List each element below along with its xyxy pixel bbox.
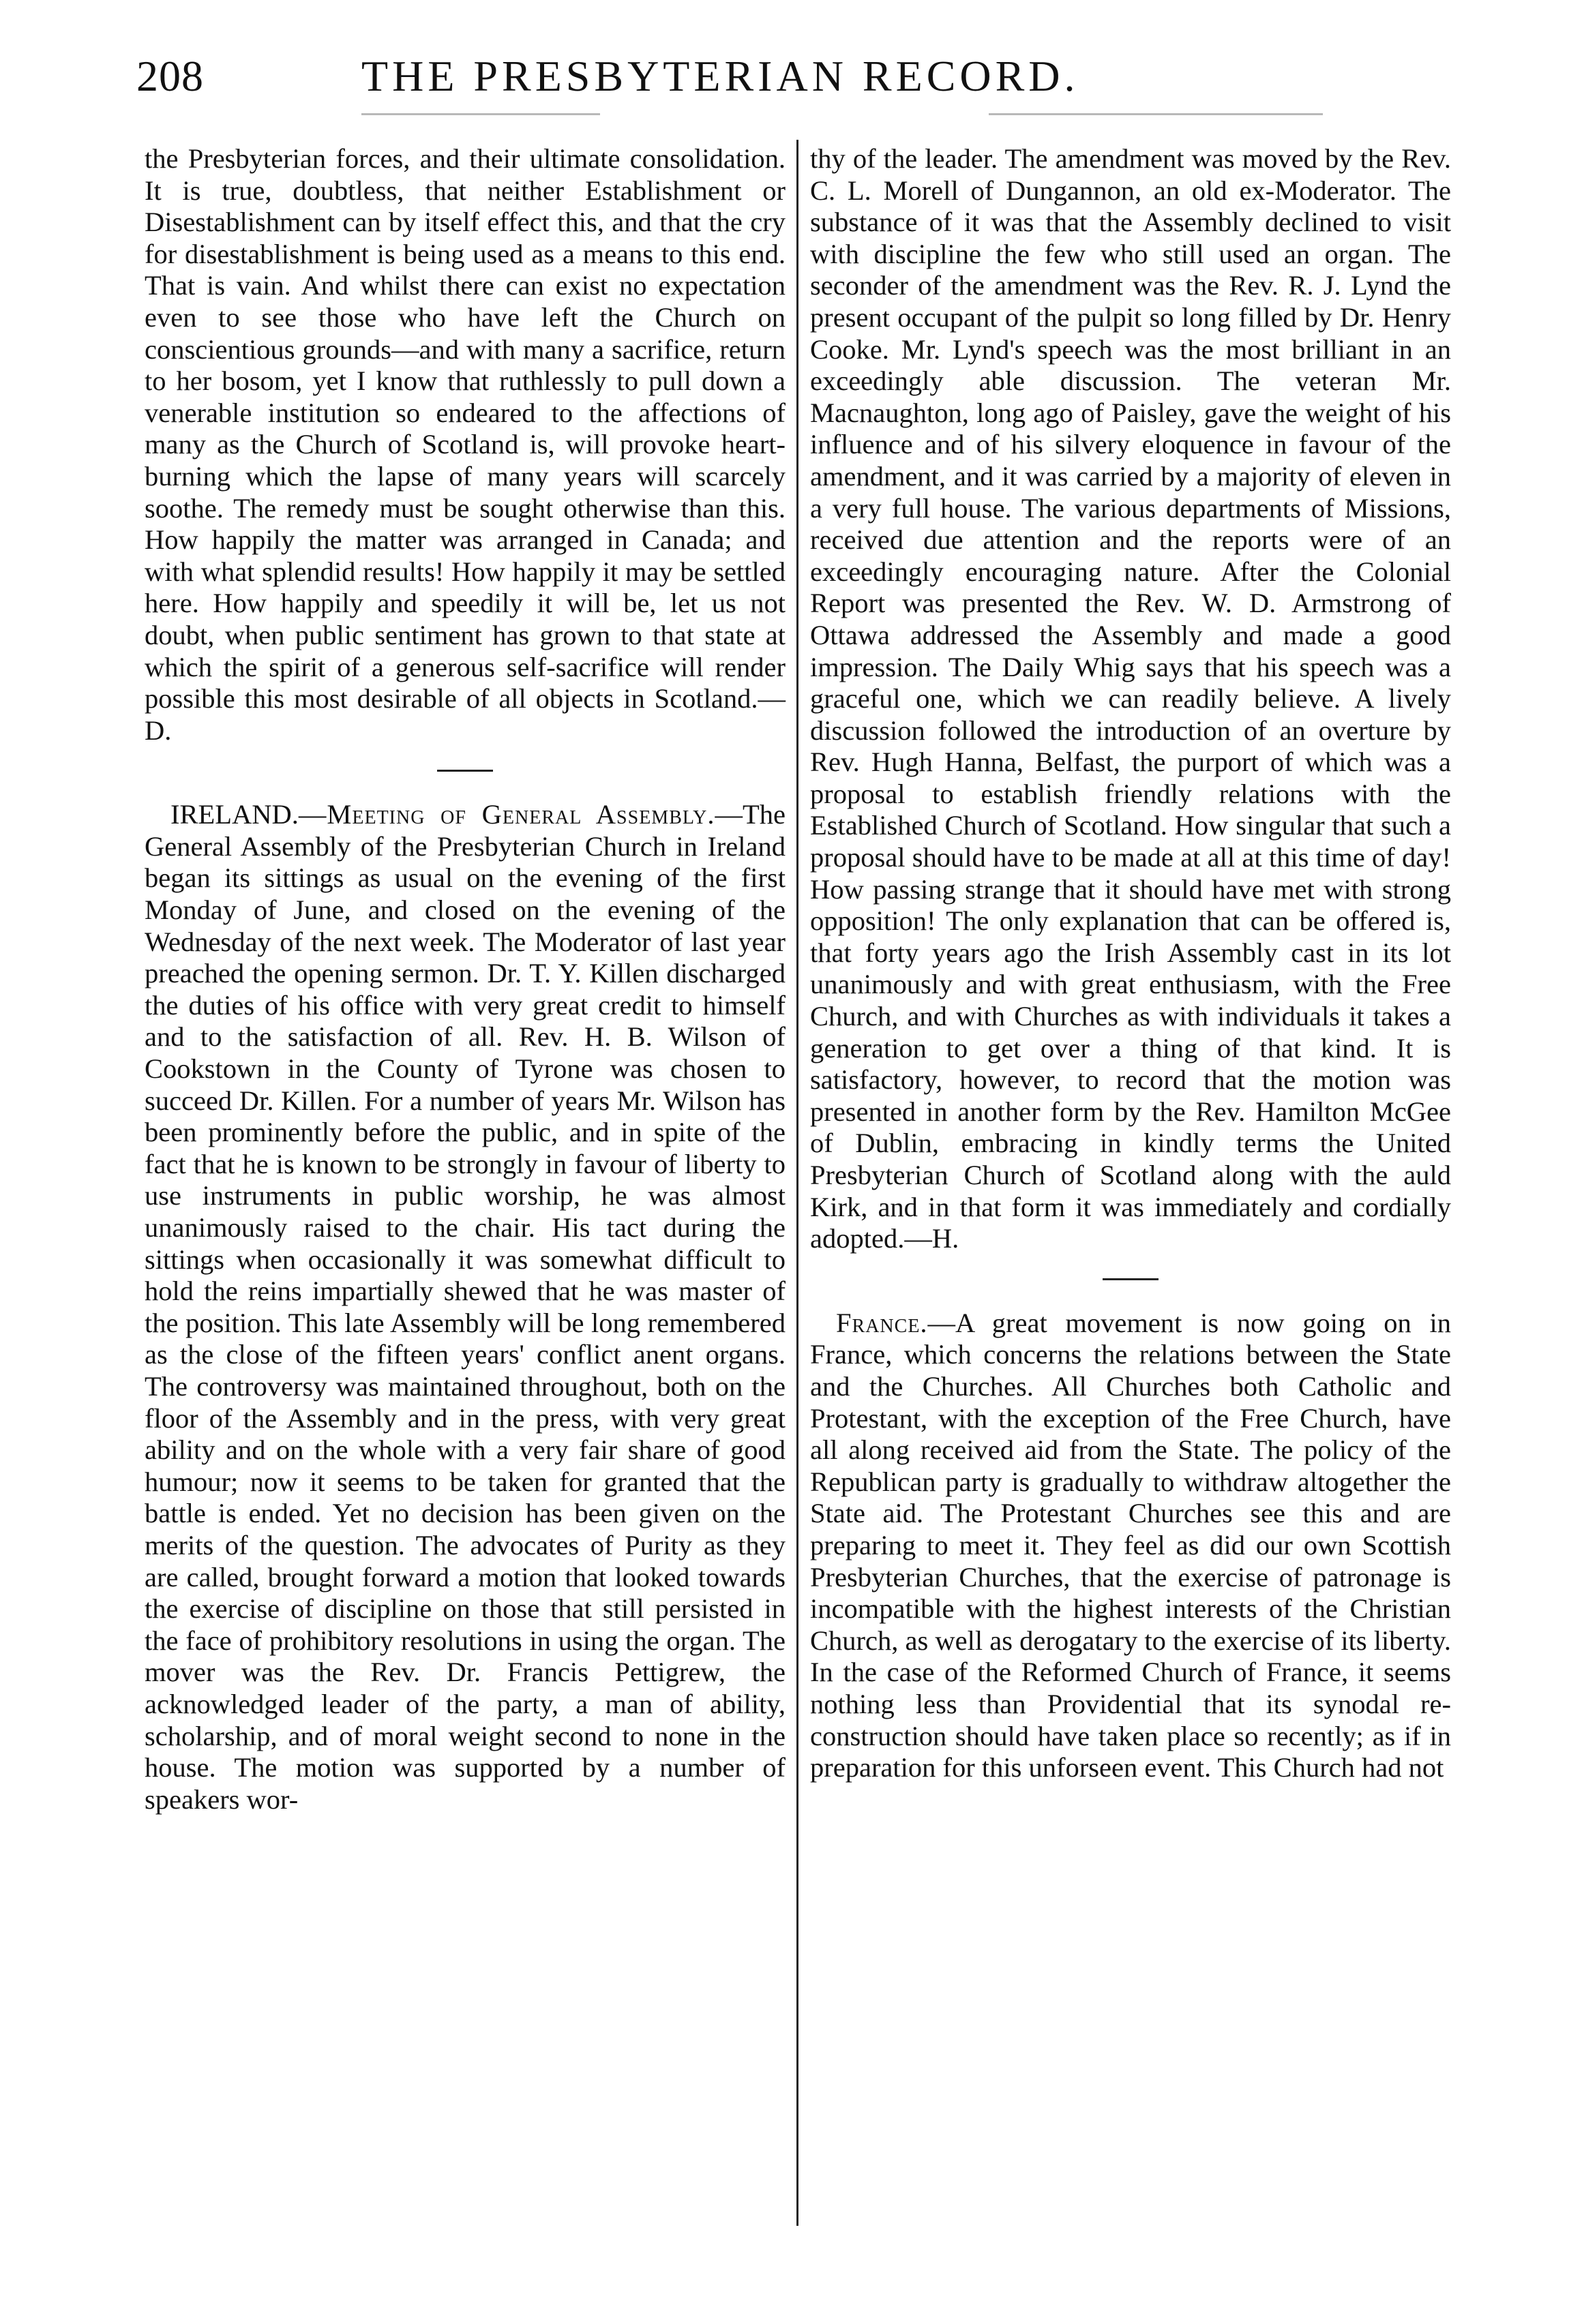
ireland-article — [145, 799, 786, 1815]
ireland-body: —The General Assembly of the Presbyterian Church in Ireland began its sittings as usual on the evening of the first Monday of June, and closed on the evening of the Wednesday of the next week. The Moderator of last year preached the opening sermon. Dr. T. Y. Killen discharged the duties of his office with very great credit to himself and to the satisfaction of all. Rev. H. B. Wilson of Cookstown in the County of Tyrone was chosen to succeed Dr. Killen. For a number of years Mr. Wilson has been prominently before the public, and in spite of the fact that he is known to be strongly in favour of liberty to use instruments in public worship, he was almost unanimously raised to the chair. His tact during the sittings when occasionally it was somewhat difficult to hold the reins impartially shewed that he was master of the position. This late Assembly will be long remembered as the close of the fifteen years' conflict anent organs. The controversy was maintained throughout, both on the floor of the Assembly and in the press, with very great ability and on the whole with a very fair share of good humour; now it seems to be taken for granted that the battle is ended. Yet no decision has been given on the merits of the question. The advocates of Purity as they are called, brought forward a motion that looked towards the exercise of discipline on those that still persisted in the face of prohibitory resolutions in using the organ. The mover was the Rev. Dr. Francis Pettigrew, the acknowledged leader of the party, a man of ability, scholarship, and of moral weight second to none in the house. The motion was supported by a number of speakers wor- — [145, 799, 786, 1815]
ireland-article-continued: thy of the leader. The amendment was moved by the Rev. C. L. Morell of Dungannon, an old ex-Moderator. The substance of it was that the Assembly declined to visit with discipline the few who still used an organ. The seconder of the amendment was the Rev. R. J. Lynd the present occupant of the pulpit so long filled by Dr. Henry Cooke. Mr. Lynd's speech was the most brilliant in an exceedingly able discussion. The veteran Mr. Macnaughton, long ago of Paisley, gave the weight of his influence and of his silvery eloquence in favour of the amendment, and it was carried by a majority of eleven in a very full house. The various departments of Missions, received due attention and the reports were of an exceedingly encouraging nature. After the Colonial Report was presented the Rev. W. D. Armstrong of Ottawa addressed the Assembly and made a good impression. The Daily Whig says that his speech was a graceful one, which we can readily believe. A lively discussion followed the introduction of an overture by Rev. Hugh Hanna, Belfast, the purport of which was a proposal to establish friendly relations with the Established Church of Scotland. How singular that such a proposal should have to be made at all at this time of day! How passing strange that it should have met with strong opposition! The only explanation that can be offered is, that forty years ago the Irish Assembly cast in its lot unanimously and with great enthusiasm, with the Free Church, and with Churches as with individuals it takes a generation to get over a thing of that kind. It is satisfactory, however, to record that the motion was presented in another form by the Rev. Hamilton McGee of Dublin, embracing in kindly terms the United Presbyterian Church of Scotland along with the auld Kirk, and in that form it was immediately and cordially adopted.—H. — [810, 143, 1451, 1254]
ireland-subheading: —Meeting of General Assembly. — [298, 799, 715, 830]
section-divider — [437, 770, 493, 772]
section-divider — [1103, 1278, 1159, 1280]
left-column — [145, 143, 786, 1815]
header-rule — [989, 113, 1323, 115]
page-number: 208 — [136, 52, 204, 100]
column-divider — [796, 140, 798, 2226]
continued-paragraph: the Presbyterian forces, and their ultimate consolidation. It is true, doubtless, that neither Establishment or Disestablishment can by itself effect this, and that the cry for disestablishment is being used as a means to this end. That is vain. And whilst there can exist no expectation even to see those who have left the Church on conscientious grounds—and with many a sacrifice, return to her bosom, yet I know that ruthlessly to pull down a venerable institution so endeared to the affections of many as the Church of Scotland is, will provoke heart-burning which the lapse of many years will scarcely soothe. The remedy must be sought otherwise than this. How happily the matter was arranged in Canada; and with what splendid results! How happily it may be settled here. How happily and speedily it will be, let us not doubt, when public sentiment has grown to that state at which the spirit of a generous self-sacrifice will render possible this most desirable of all objects in Scotland.—D. — [145, 143, 786, 746]
page-header — [136, 42, 1466, 117]
right-column — [810, 143, 1451, 1784]
ireland-heading: IRELAND. — [170, 799, 299, 830]
france-article — [810, 1308, 1451, 1784]
header-rule — [361, 113, 600, 115]
france-heading: France. — [836, 1307, 928, 1338]
running-title: THE PRESBYTERIAN RECORD. — [361, 52, 1079, 100]
france-body: —A great movement is now going on in France, which concerns the relations between the State and the Churches. All Churches both Catholic and Protestant, with the exception of the Free Church, have all along received aid from the State. The policy of the Republican party is gradually to withdraw altogether the State aid. The Protestant Churches see this and are preparing to meet it. They feel as did our own Scottish Presbyterian Churches, that the exercise of patronage is incompatible with the highest interests of the Christian Church, as well as derogatary to the exercise of its liberty. In the case of the Reformed Church of France, it seems nothing less than Providential that its synodal re-construction should have taken place so recently; as if in preparation for this unforseen event. This Church had not — [810, 1307, 1451, 1783]
